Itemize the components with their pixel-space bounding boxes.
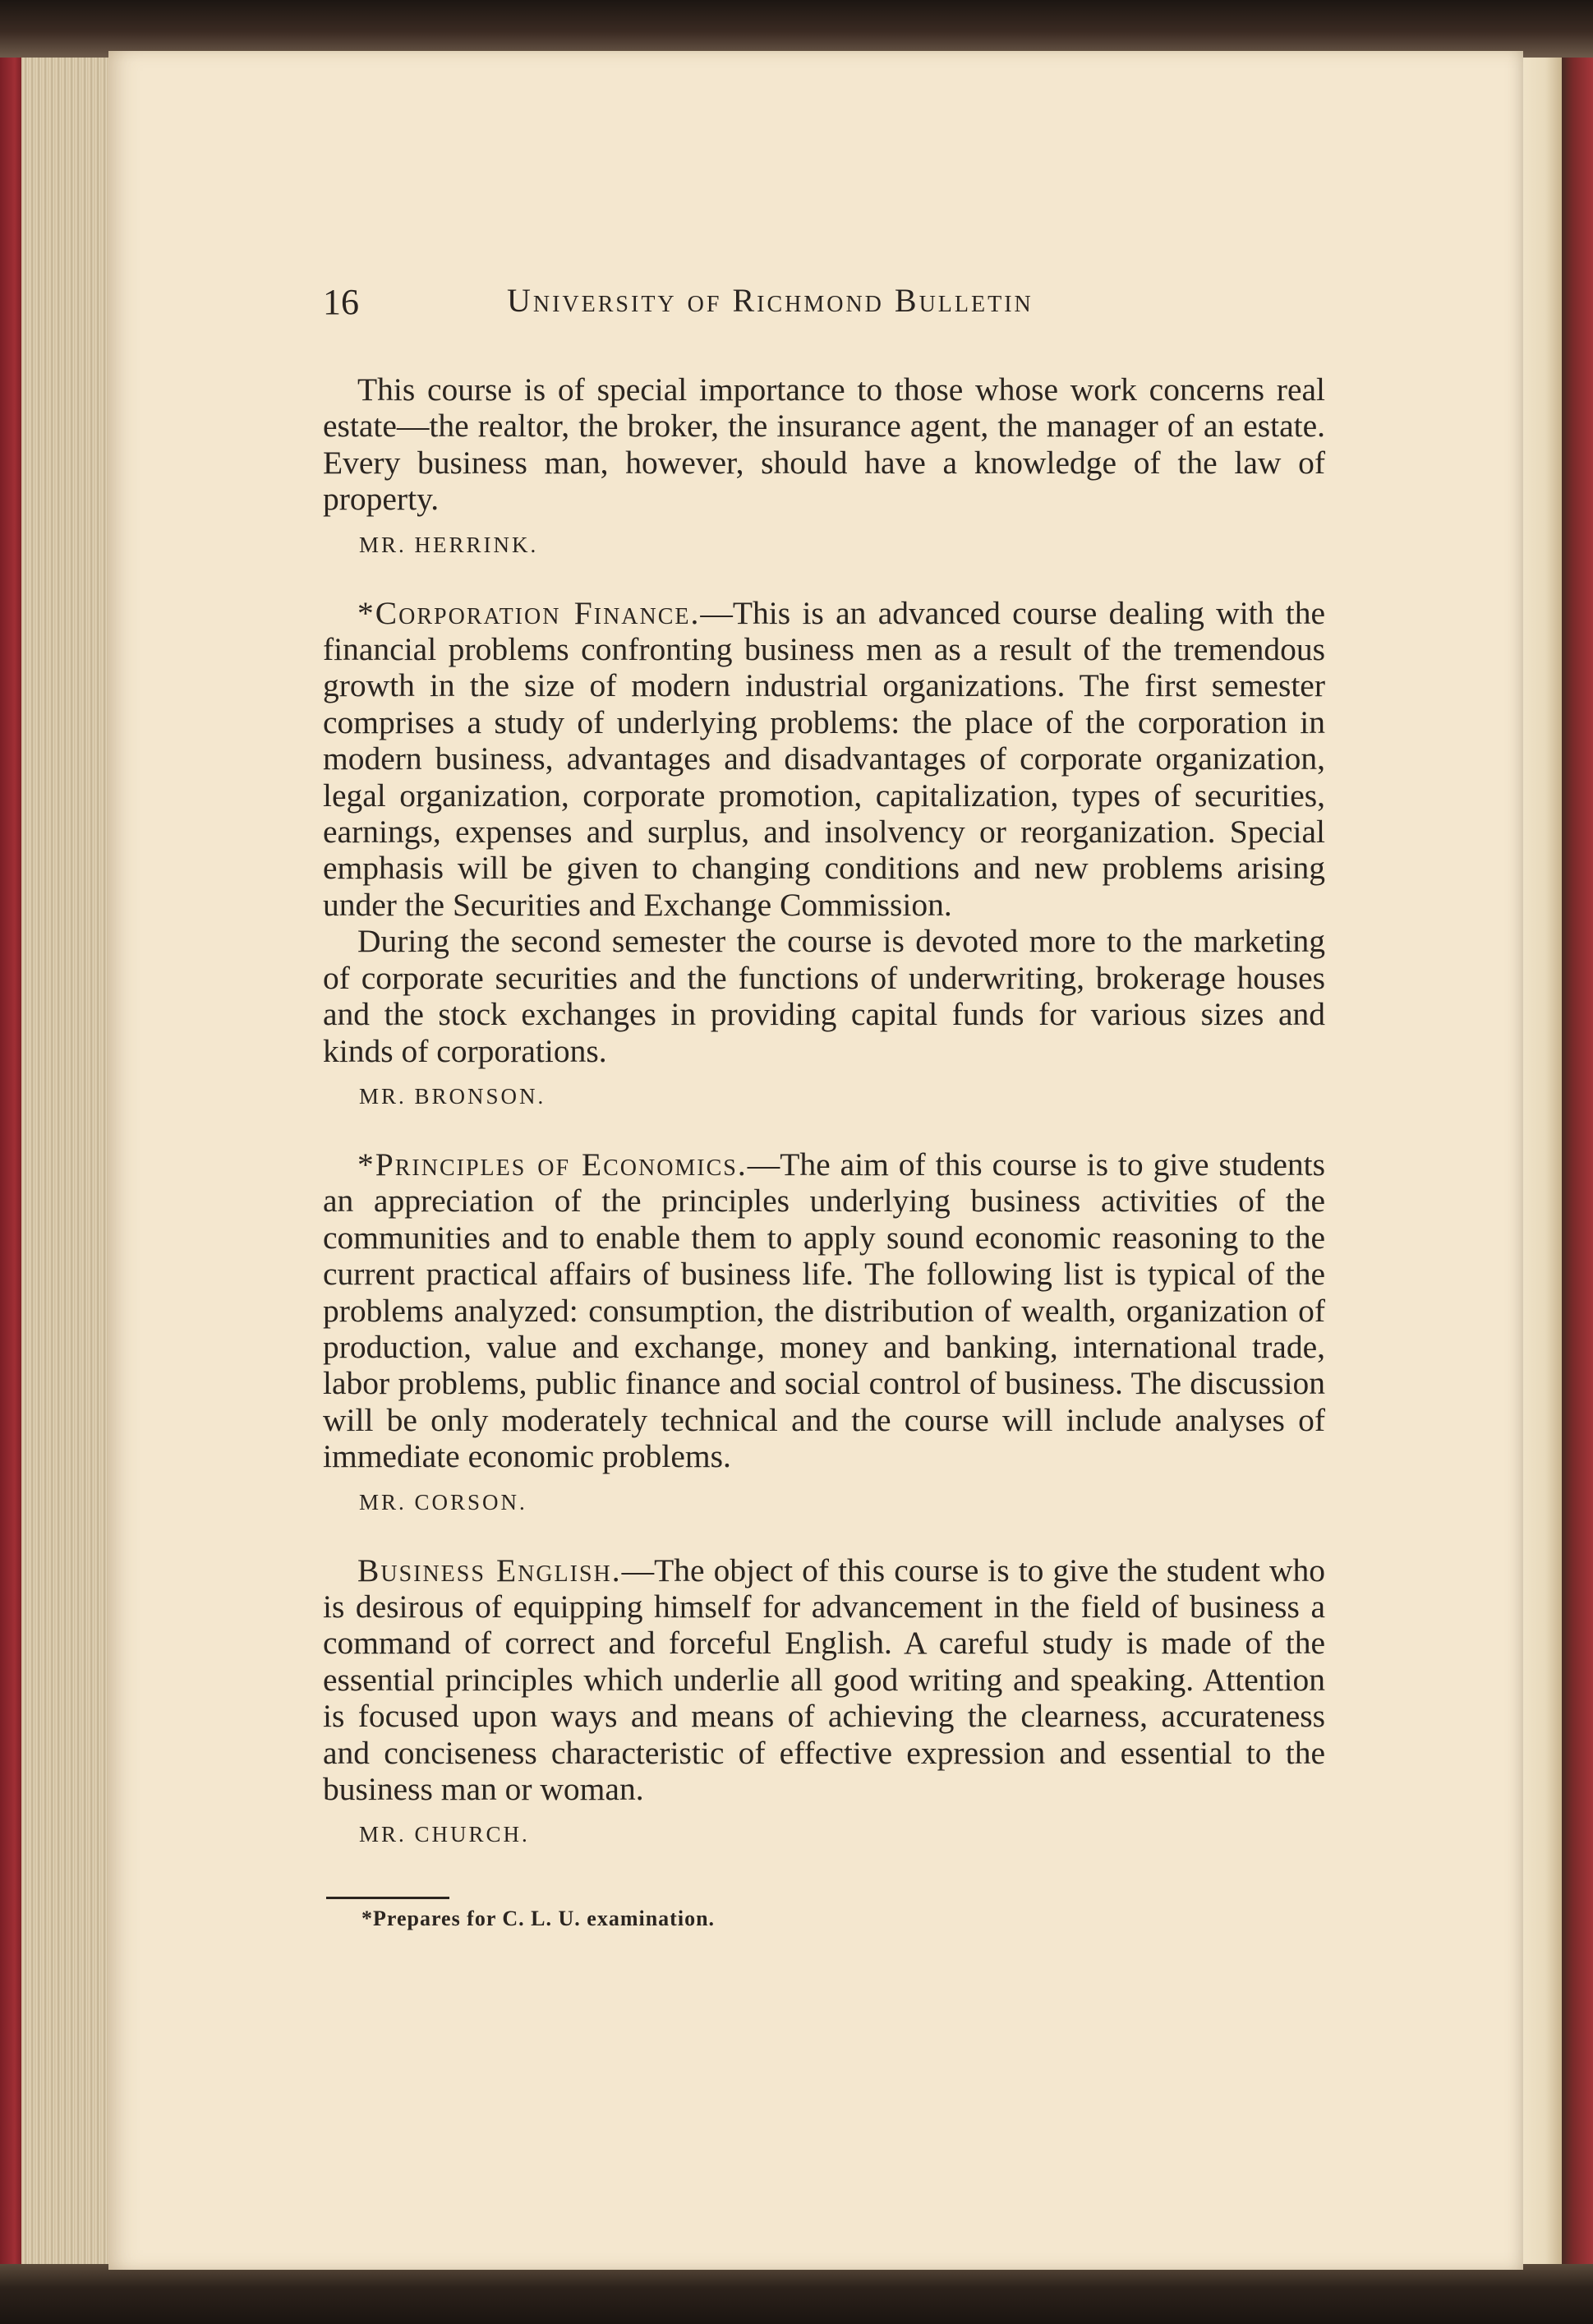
paragraph-principles-economics bbox=[323, 1146, 1325, 1475]
course-title: *Corporation Finance. bbox=[357, 594, 701, 631]
instructor-church: MR. CHURCH. bbox=[359, 1822, 530, 1847]
instructor-bronson: MR. BRONSON. bbox=[359, 1083, 546, 1109]
course-title: *Principles of Economics. bbox=[357, 1146, 748, 1183]
paragraph-text: —This is an advanced course dealing with the financial problems confronting business men as a result of the tremendous growth in the size of modern industrial organizations. The first semester comprises a study of underlying problems: the place of the corporation in modern business, advantages and disadvantages of corporate organization, legal organization, corporate promotion, capitalization, types of securities, earnings, expenses and surplus, and insolvency or reorganization. Special emphasis will be given to changing conditions and new problems arising under the Securities and Exchange Commission. bbox=[323, 594, 1325, 923]
page-stack-left bbox=[21, 45, 113, 2280]
running-head bbox=[323, 281, 1186, 322]
page-number: 16 bbox=[323, 282, 359, 322]
paragraph-corporation-finance bbox=[323, 595, 1325, 924]
book-cover-right bbox=[1560, 25, 1593, 2301]
book-bottom-edge bbox=[0, 2264, 1593, 2324]
paragraph-corporation-finance-2 bbox=[323, 923, 1325, 1069]
instructor-corson: MR. CORSON. bbox=[359, 1489, 527, 1515]
paragraph-text: This course is of special importance to those whose work concerns real estate—the realtor, the broker, the insurance agent, the manager of an estate. Every business man, however, should have a knowledge of the law of property. bbox=[323, 371, 1325, 518]
book-top-edge bbox=[0, 0, 1593, 58]
footnote: *Prepares for C. L. U. examination. bbox=[361, 1907, 716, 1930]
paragraph-text: —The aim of this course is to give students an appreciation of the principles underlying business activities of the communities and to enable them to apply sound economic reasoning to the current practical affairs of business life. The following list is typical of the problems analyzed: consumption, the distribution of wealth, organization of production, value and exchange, money and banking, international trade, labor problems, public finance and social control of business. The discussion will be only moderately technical and the course will include analyses of immediate economic problems. bbox=[323, 1146, 1325, 1475]
page-stack-right bbox=[1518, 58, 1562, 2276]
paragraph-business-english bbox=[323, 1552, 1325, 1808]
course-title: Business English. bbox=[357, 1552, 622, 1589]
running-title: University of Richmond Bulletin bbox=[507, 282, 1034, 319]
paragraph-text: —The object of this course is to give the student who is desirous of equipping himself for advancement in the field of business a command of correct and forceful English. A careful study is made of the essential principles which underlie all good writing and speaking. Attention is focused upon ways and means of achieving the clearness, accurateness and conciseness characteristic of effective expression and essential to the business man or woman. bbox=[323, 1552, 1325, 1807]
footnote-rule bbox=[326, 1897, 449, 1899]
instructor-herrink: MR. HERRINK. bbox=[359, 532, 539, 557]
paragraph-real-estate bbox=[323, 371, 1325, 518]
body-text bbox=[323, 371, 1325, 1848]
paragraph-text: During the second semester the course is devoted more to the marketing of corporate securities and the functions of underwriting, brokerage houses and the stock exchanges in providing capital funds for various sizes and kinds of corporations. bbox=[323, 923, 1325, 1069]
